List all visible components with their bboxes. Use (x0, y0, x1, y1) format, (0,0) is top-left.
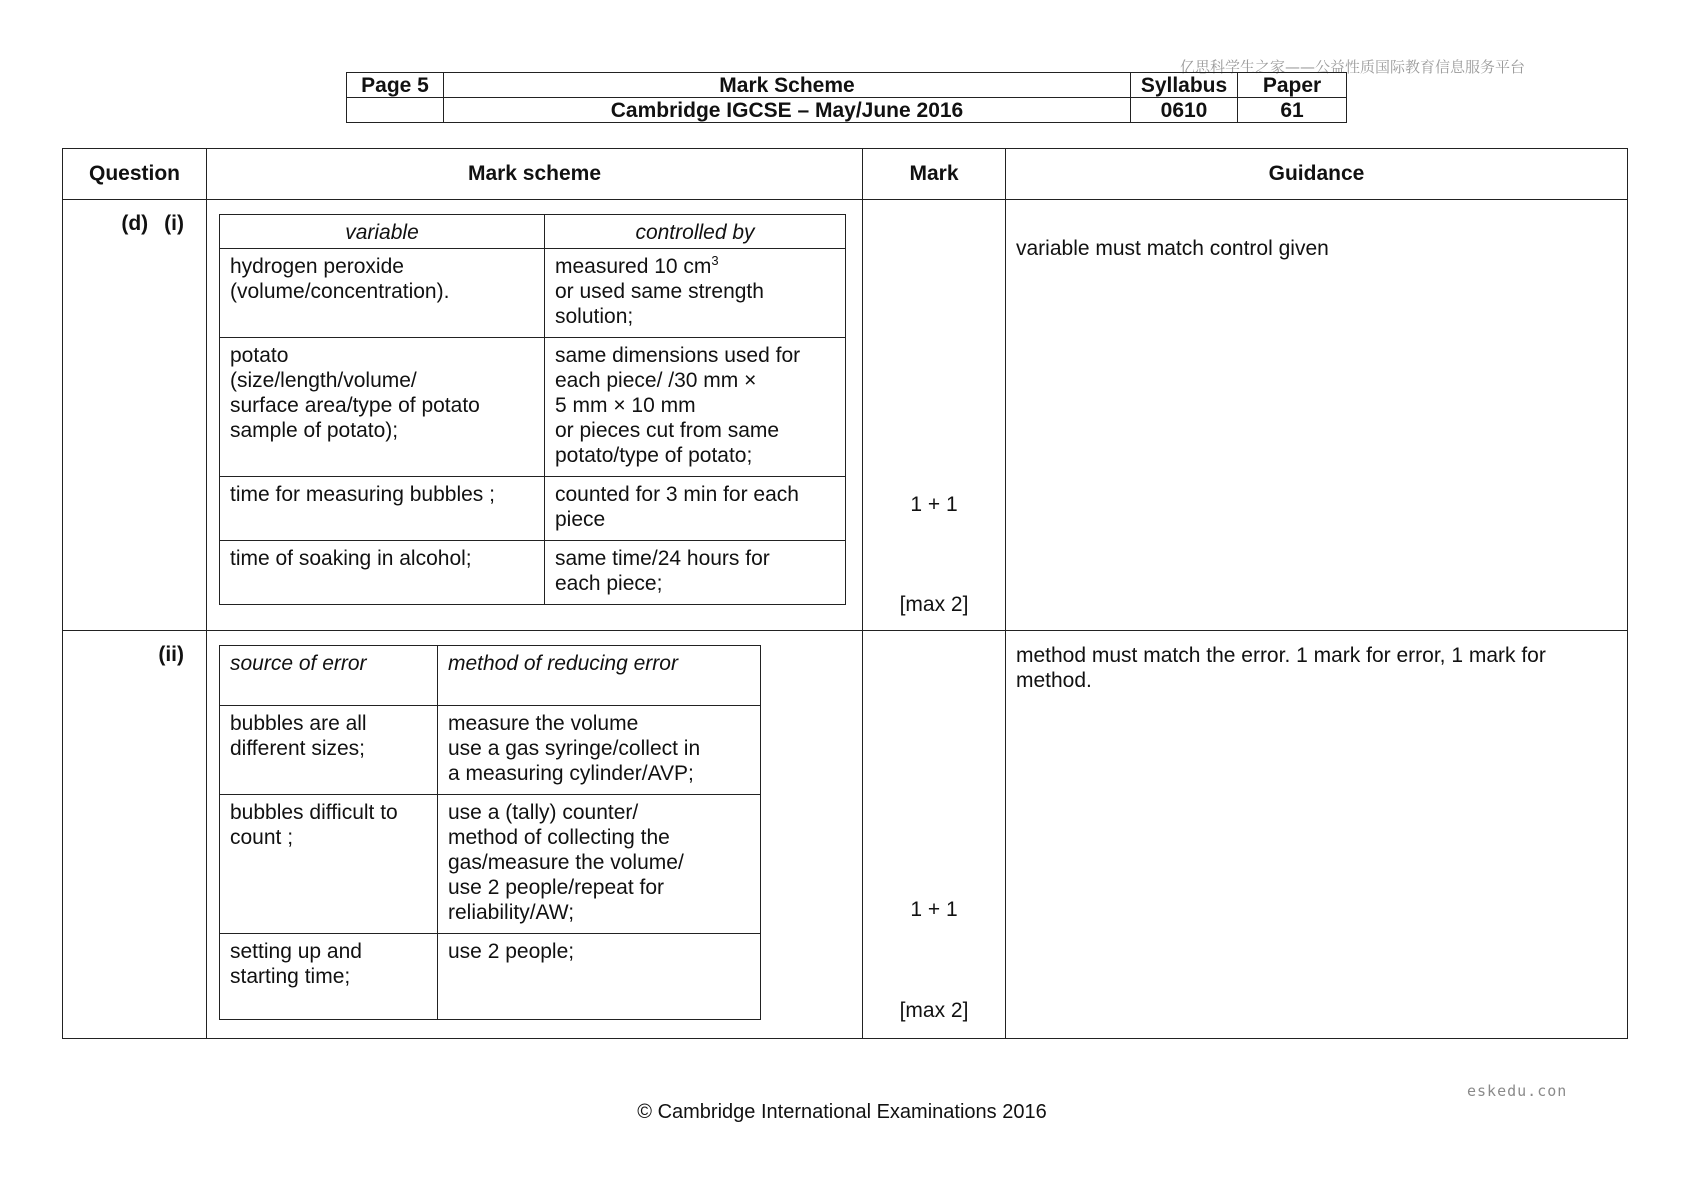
cell-line: starting time; (230, 965, 351, 988)
question-row-ii (63, 631, 1628, 1039)
cell-line: method of collecting the (448, 826, 670, 849)
variables-table (219, 214, 846, 605)
mark-cell-ii (863, 631, 1006, 1039)
table-row (220, 934, 761, 1020)
cell-line: use 2 people; (448, 940, 575, 963)
col-question: Question (63, 149, 207, 200)
mark-scheme-cell-ii (207, 631, 863, 1039)
table-row (220, 338, 846, 477)
table-row (220, 477, 846, 541)
cell-line: counted for 3 min for each (555, 483, 799, 506)
cell-line: piece (555, 508, 606, 531)
table-row (220, 795, 761, 934)
syllabus-value: 0610 (1131, 98, 1238, 123)
mark-value: 1 + 1 (910, 898, 958, 921)
cell-line (555, 254, 835, 279)
question-sub-label: (i) (164, 212, 184, 235)
question-row-d-i (63, 200, 1628, 631)
question-label-ii (63, 631, 207, 1039)
cell-line: potato/type of potato; (555, 444, 753, 467)
mark-value: 1 + 1 (910, 493, 958, 516)
header-box (346, 72, 1347, 123)
cell-line: use 2 people/repeat for (448, 876, 664, 899)
cell-line: potato (230, 344, 289, 367)
document-title: Mark Scheme (444, 73, 1131, 98)
source-cell (220, 795, 438, 934)
cell-line: reliability/AW; (448, 901, 575, 924)
header-empty-cell (347, 98, 444, 123)
variable-cell (220, 541, 545, 605)
cell-line: or pieces cut from same (555, 419, 780, 442)
exam-session: Cambridge IGCSE – May/June 2016 (444, 98, 1131, 123)
cell-line: bubbles are all (230, 712, 367, 735)
superscript: 3 (711, 253, 719, 268)
col-guidance: Guidance (1006, 149, 1628, 200)
table-row (220, 249, 846, 338)
cell-line: a measuring cylinder/AVP; (448, 762, 694, 785)
cell-line: time for measuring bubbles ; (230, 483, 495, 506)
controlled-by-cell (545, 541, 846, 605)
source-of-error-header: source of error (220, 646, 438, 706)
cell-line: bubbles difficult to (230, 801, 398, 824)
cell-line: same dimensions used for (555, 344, 801, 367)
col-mark: Mark (863, 149, 1006, 200)
page-number: Page 5 (347, 73, 444, 98)
cell-line: same time/24 hours for (555, 547, 770, 570)
cell-line: (size/length/volume/ (230, 369, 417, 392)
cell-line: each piece/ /30 mm × (555, 369, 757, 392)
controlled-by-header: controlled by (545, 215, 846, 249)
question-main-label: (d) (121, 212, 149, 235)
cell-line: solution; (555, 305, 634, 328)
cell-line: sample of potato); (230, 419, 399, 442)
method-cell (438, 795, 761, 934)
syllabus-label: Syllabus (1131, 73, 1238, 98)
controlled-by-cell (545, 477, 846, 541)
source-cell (220, 934, 438, 1020)
cell-line: hydrogen peroxide (230, 255, 404, 278)
cell-text: measured 10 cm (555, 255, 712, 278)
question-sub-label: (ii) (158, 643, 184, 666)
method-cell (438, 934, 761, 1020)
paper-value: 61 (1238, 98, 1347, 123)
table-row (220, 706, 761, 795)
guidance-cell-ii: method must match the error. 1 mark for error, 1 mark for method. (1006, 631, 1628, 1039)
cell-line: time of soaking in alcohol; (230, 547, 472, 570)
variable-cell (220, 338, 545, 477)
mark-max: [max 2] (899, 593, 969, 616)
cell-line: use a (tally) counter/ (448, 801, 639, 824)
watermark-bottom: eskedu.con (1467, 1082, 1568, 1100)
question-label-d-i (63, 200, 207, 631)
mark-scheme-cell-d-i (207, 200, 863, 631)
cell-line: 5 mm × 10 mm (555, 394, 696, 417)
variable-header: variable (220, 215, 545, 249)
mark-scheme-table (62, 148, 1628, 1039)
variable-cell (220, 249, 545, 338)
controlled-by-cell (545, 249, 846, 338)
watermark-top: 亿思科学生之家——公益性质国际教育信息服务平台 (1180, 58, 1526, 76)
paper-label: Paper (1238, 73, 1347, 98)
mark-cell-d-i (863, 200, 1006, 631)
mark-max: [max 2] (899, 999, 969, 1022)
guidance-cell-d-i: variable must match control given (1006, 200, 1628, 631)
cell-line: different sizes; (230, 737, 366, 760)
cell-line: each piece; (555, 572, 663, 595)
cell-line: use a gas syringe/collect in (448, 737, 701, 760)
cell-line: (volume/concentration). (230, 280, 450, 303)
cell-line: surface area/type of potato (230, 394, 480, 417)
table-row (220, 541, 846, 605)
cell-line: measure the volume (448, 712, 639, 735)
errors-table (219, 645, 761, 1020)
col-mark-scheme: Mark scheme (207, 149, 863, 200)
method-header: method of reducing error (438, 646, 761, 706)
cell-line: setting up and (230, 940, 362, 963)
cell-line: or used same strength (555, 280, 764, 303)
cell-line: gas/measure the volume/ (448, 851, 684, 874)
controlled-by-cell (545, 338, 846, 477)
cell-line: count ; (230, 826, 294, 849)
copyright-footer: © Cambridge International Examinations 2016 (637, 1101, 1047, 1123)
method-cell (438, 706, 761, 795)
source-cell (220, 706, 438, 795)
variable-cell (220, 477, 545, 541)
